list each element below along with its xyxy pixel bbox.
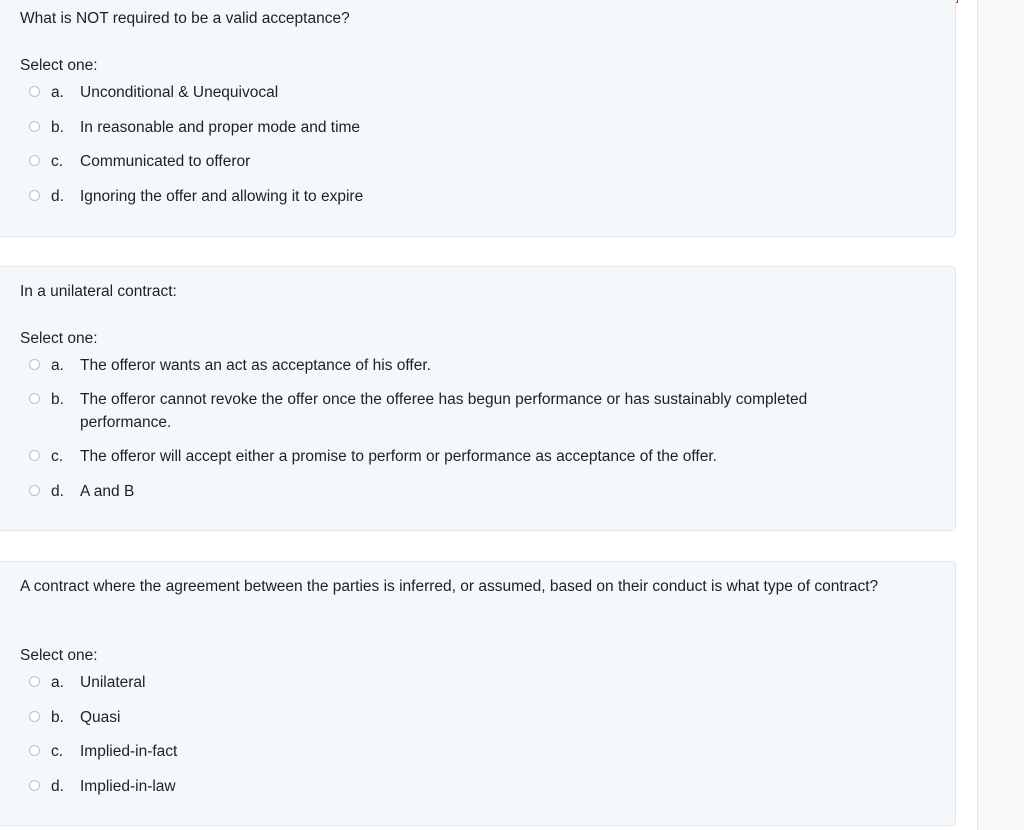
radio-icon[interactable] xyxy=(29,86,40,97)
option-label: Ignoring the offer and allowing it to expire xyxy=(80,188,364,205)
select-one-prompt: Select one: xyxy=(20,330,98,347)
option-letter: d. xyxy=(51,483,64,500)
option-label: Implied-in-fact xyxy=(80,743,178,760)
option-letter: b. xyxy=(51,391,64,408)
option-letter: a. xyxy=(51,84,64,101)
radio-icon[interactable] xyxy=(29,676,40,687)
right-side-panel xyxy=(977,0,1024,830)
radio-icon[interactable] xyxy=(29,121,40,132)
radio-icon[interactable] xyxy=(29,780,40,791)
radio-icon[interactable] xyxy=(29,155,40,166)
option-label: Quasi xyxy=(80,709,121,726)
option-letter: c. xyxy=(51,743,64,760)
radio-icon[interactable] xyxy=(29,450,40,461)
option-label: Unconditional & Unequivocal xyxy=(80,84,279,101)
option-label: Implied-in-law xyxy=(80,778,176,795)
question-text: A contract where the agreement between the parties is inferred, or assumed, based on their conduct is what type of contract? xyxy=(20,578,879,595)
question-card-1 xyxy=(0,0,956,237)
option-label: The offeror wants an act as acceptance of his offer. xyxy=(80,357,431,374)
option-label: In reasonable and proper mode and time xyxy=(80,119,361,136)
radio-icon[interactable] xyxy=(29,359,40,370)
radio-icon[interactable] xyxy=(29,711,40,722)
radio-icon[interactable] xyxy=(29,485,40,496)
radio-icon[interactable] xyxy=(29,393,40,404)
radio-icon[interactable] xyxy=(29,745,40,756)
option-label: Unilateral xyxy=(80,674,146,691)
option-label: Communicated to offeror xyxy=(80,153,251,170)
question-card-2 xyxy=(0,266,956,531)
question-card-3 xyxy=(0,561,956,826)
question-text: What is NOT required to be a valid acceptance? xyxy=(20,10,350,27)
radio-icon[interactable] xyxy=(29,190,40,201)
option-letter: c. xyxy=(51,448,64,465)
select-one-prompt: Select one: xyxy=(20,647,98,664)
option-label: The offeror cannot revoke the offer once the offeree has begun performance or has sustainably completed performance. xyxy=(80,391,808,431)
question-text: In a unilateral contract: xyxy=(20,283,177,300)
option-letter: a. xyxy=(51,357,64,374)
option-letter: a. xyxy=(51,674,64,691)
select-one-prompt: Select one: xyxy=(20,57,98,74)
option-letter: b. xyxy=(51,119,64,136)
option-letter: d. xyxy=(51,188,64,205)
option-label: The offeror will accept either a promise to perform or performance as acceptance of the offer. xyxy=(80,448,717,465)
option-letter: d. xyxy=(51,778,64,795)
option-label: A and B xyxy=(80,483,135,500)
option-letter: c. xyxy=(51,153,64,170)
option-letter: b. xyxy=(51,709,64,726)
